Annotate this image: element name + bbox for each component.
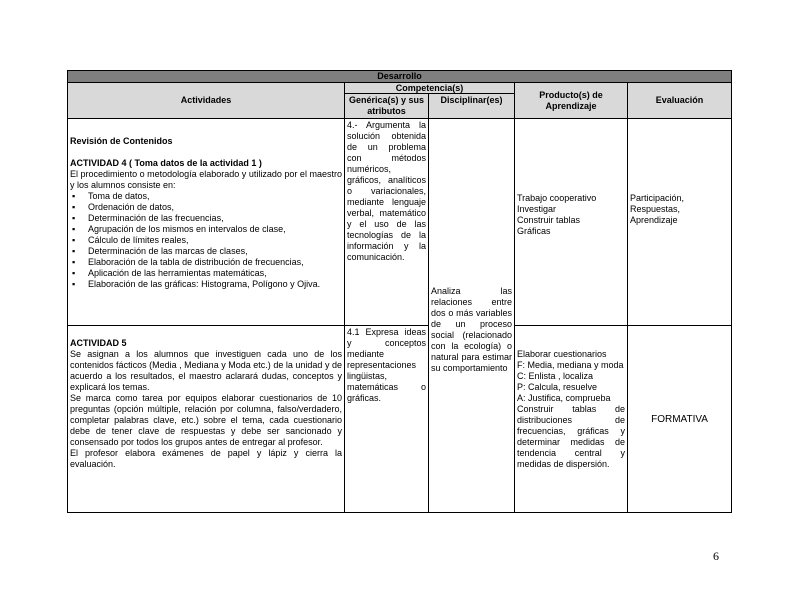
activity-5-title: ACTIVIDAD 5 xyxy=(70,338,127,348)
generic-header: Genérica(s) y sus atributos xyxy=(345,94,429,119)
review-title: Revisión de Contenidos xyxy=(70,136,173,146)
disciplinary-text: Analiza las relaciones entre dos o más variables de un proceso social (relacionado con la ecología) o natural para estimar su comportamiento xyxy=(431,286,512,373)
activity-5-cell xyxy=(68,326,345,513)
activity-5-paragraph: El profesor elabora exámenes de papel y lápiz y cierra la evaluación. xyxy=(70,448,342,469)
activity-4-cell xyxy=(68,119,345,326)
product-item: Elaborar cuestionarios xyxy=(517,349,607,359)
list-item: ▪ Aplicación de las herramientas matemáticas, xyxy=(70,268,342,279)
document-page xyxy=(67,70,731,513)
product-item: Investigar xyxy=(517,204,557,214)
list-item: ▪ Elaboración de la tabla de distribución de frecuencias, xyxy=(70,257,342,268)
product-item: C: Enlista , localiza xyxy=(517,371,594,381)
list-item: ▪ Elaboración de las gráficas: Histograma, Polígono y Ojiva. xyxy=(70,279,342,290)
products-header: Producto(s) de Aprendizaje xyxy=(515,83,628,119)
disciplinary-header: Disciplinar(es) xyxy=(429,94,515,119)
list-item: ▪ Agrupación de los mismos en intervalos de clase, xyxy=(70,224,342,235)
product-item: F: Media, mediana y moda xyxy=(517,360,624,370)
list-item: ▪ Ordenación de datos, xyxy=(70,202,342,213)
activity-4-intro: El procedimiento o metodología elaborado y utilizado por el maestro y los alumnos consiste en: xyxy=(70,169,342,190)
list-item: ▪ Cálculo de límites reales, xyxy=(70,235,342,246)
generic-competency-4-1: 4.1 Expresa ideas y conceptos mediante representaciones lingüistas, matemáticas o gráficas. xyxy=(345,326,429,513)
products-row2-cell xyxy=(515,326,628,513)
page-number: 6 xyxy=(713,549,719,563)
product-item: Gráficas xyxy=(517,226,551,236)
section-header: Desarrollo xyxy=(68,71,732,83)
activity-5-paragraph: Se asignan a los alumnos que investiguen cada uno de los contenidos fácticos (Media , Mediana y Moda etc.) de la unidad y de acuerdo a los resultados, el maestro aclarará dudas, conceptos y explicará los temas. xyxy=(70,349,342,392)
evaluation-item: Aprendizaje xyxy=(630,215,678,225)
list-item: ▪ Determinación de las marcas de clases, xyxy=(70,246,342,257)
evaluation-item: Participación, xyxy=(630,193,685,203)
evaluation-formative: FORMATIVA xyxy=(628,326,732,513)
activity-4-title: ACTIVIDAD 4 ( Toma datos de la actividad 1 ) xyxy=(70,158,262,168)
list-item: ▪ Toma de datos, xyxy=(70,191,342,202)
activities-header: Actividades xyxy=(68,83,345,119)
evaluation-item: Respuestas, xyxy=(630,204,681,214)
activity-5-paragraph: Se marca como tarea por equipos elaborar cuestionarios de 10 preguntas (opción múltiple, relación por columna, falso/verdadero, completar palabras clave, etc.) sobre el tema, cada cuestionario debe de tener clave de respuestas y debe ser sancionado y consensado por todos los grupos antes de entregar al profesor. xyxy=(70,393,342,447)
product-item: Construir tablas de distribuciones de frecuencias, gráficas y determinar medidas de tendencia central y medidas de dispersión. xyxy=(517,404,625,469)
procedure-list xyxy=(70,191,342,290)
evaluation-header: Evaluación xyxy=(628,83,732,119)
products-row1-cell xyxy=(515,119,628,326)
evaluation-row1-cell xyxy=(628,119,732,326)
competencies-header: Competencia(s) xyxy=(345,83,515,94)
product-item: A: Justifica, comprueba xyxy=(517,393,611,403)
disciplinary-competency xyxy=(429,119,515,513)
product-item: Construir tablas xyxy=(517,215,581,225)
list-item: ▪ Determinación de las frecuencias, xyxy=(70,213,342,224)
product-item: Trabajo cooperativo xyxy=(517,193,597,203)
development-table xyxy=(67,70,732,513)
product-item: P: Calcula, resuelve xyxy=(517,382,598,392)
generic-competency-4: 4.- Argumenta la solución obtenida de un problema con métodos numéricos, gráficos, analíticos o variacionales, mediante lenguaje verbal, matemático y el uso de las tecnologías de la información y la comunicación. xyxy=(345,119,429,326)
